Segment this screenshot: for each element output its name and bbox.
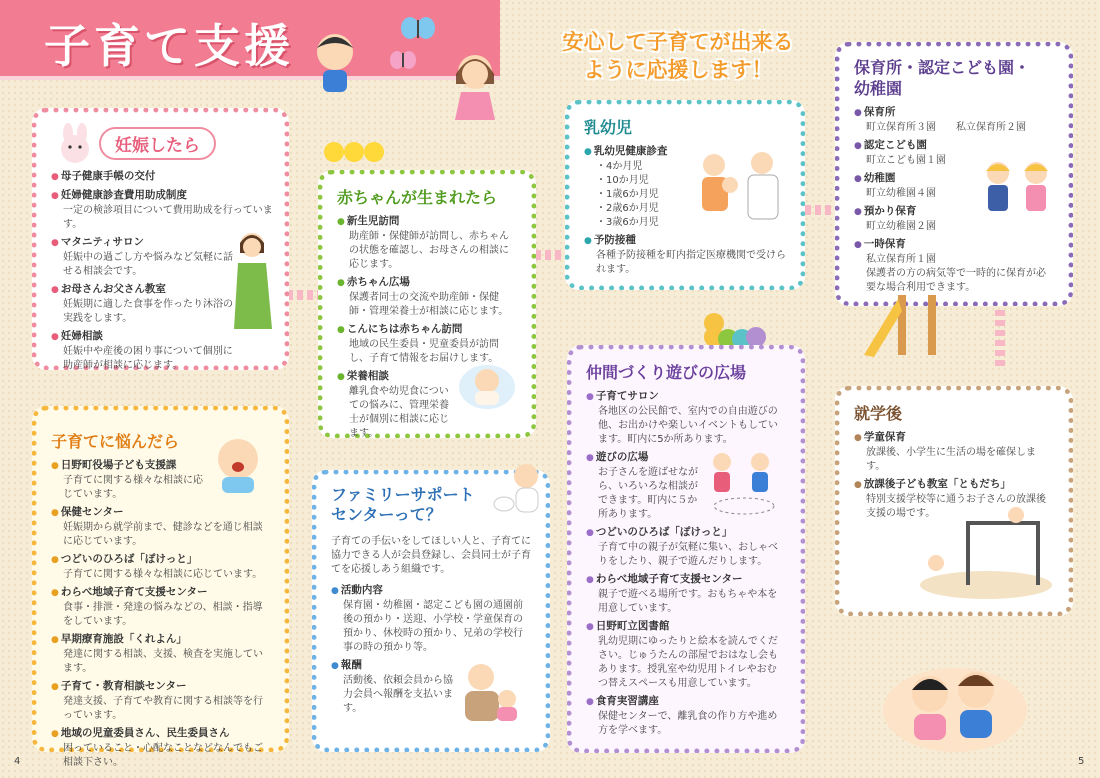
family-support-title-line-2: センターって？ xyxy=(331,505,442,524)
connector xyxy=(535,250,565,260)
pregnancy-header xyxy=(51,123,270,163)
list-item xyxy=(51,585,270,629)
item-desc: 町立こども園１園 xyxy=(866,155,946,166)
item-title: ● 日野町立図書館 xyxy=(586,619,786,635)
school-title: 就学後 xyxy=(854,404,903,423)
family-support-intro: 子育ての手伝いをしてほしい人と、子育てに協力できる人が会員登録し、会員同士が子育てを応援しあう組織です。 xyxy=(331,536,531,575)
list-item xyxy=(51,188,276,232)
item-desc: 保護者同士の交流や助産師・保健師・管理栄養士が相談に応じます。 xyxy=(349,292,509,317)
item-desc: 各種予防接種を町内指定医療機関で受けられます。 xyxy=(596,250,786,275)
item-title: ● 赤ちゃん広場 xyxy=(337,275,517,291)
kindergarten-kids-illustration xyxy=(978,155,1058,225)
item-title: ● 新生児訪問 xyxy=(337,214,517,230)
item-desc: お子さんを遊ばせながら、いろいろな相談ができます。町内に５か所あります。 xyxy=(598,467,698,520)
item-title: ● 預かり保育 xyxy=(854,204,1054,220)
list-item xyxy=(337,369,457,441)
butterfly-icon xyxy=(398,14,438,44)
item-desc: 子育てに関する様々な相談に応じています。 xyxy=(63,569,263,580)
chicks-icon xyxy=(322,132,386,168)
item-title: ● わらべ地域子育て支援センター xyxy=(51,585,270,601)
playground-bars-illustration xyxy=(916,501,1056,601)
item-title: ● 妊婦健康診査費用助成制度 xyxy=(51,188,276,204)
item-desc: 町立保育所３園 私立保育所２園 xyxy=(866,122,1026,133)
item-desc: 各地区の公民館で、室内での自由遊びの他、お出かけや楽しいイベントもしています。町内に5か所あります。 xyxy=(598,406,778,445)
item-desc: 発達に関する相談、支援、検査を実施しています。 xyxy=(63,649,263,674)
worries-title: 子育てに悩んだら xyxy=(51,432,180,451)
infant-box xyxy=(565,100,805,290)
item-title: ● 幼稚園 xyxy=(854,171,1054,187)
baby-born-title: 赤ちゃんが生まれたら xyxy=(337,188,498,207)
list-item xyxy=(337,214,517,272)
connector xyxy=(805,205,835,215)
list-item xyxy=(586,694,786,738)
pregnant-woman-illustration xyxy=(228,229,276,349)
list-item xyxy=(854,430,1054,474)
hopscotch-kids-illustration xyxy=(704,448,784,518)
item-title: ● 活動内容 xyxy=(331,583,531,599)
item-desc: 保健センターで、離乳食の作り方や進め方を学べます。 xyxy=(598,711,778,736)
item-desc: 私立保育所１園 保護者の方の病気等で一時的に保育が必要な場合利用できます。 xyxy=(866,254,1046,293)
list-item xyxy=(51,679,270,723)
item-desc: 特別支援学校等に通うお子さんの放課後支援の場です。 xyxy=(866,494,1046,519)
baby-duck-illustration xyxy=(492,460,546,520)
list-item xyxy=(51,552,270,582)
item-title: ● お母さんお父さん教室 xyxy=(51,282,241,298)
item-desc: 妊娠期から就学前まで、健診などを通じ相談に応じています。 xyxy=(63,522,263,547)
item-title: ● こんにちは赤ちゃん訪問 xyxy=(337,322,517,338)
list-item xyxy=(51,329,241,373)
item-desc: 地域の民生委員・児童委員が訪問し、子育て情報をお届けします。 xyxy=(349,339,499,364)
item-desc: 妊娠中の過ごし方や悩みなど気軽に話せる相談会です。 xyxy=(63,252,233,277)
nursery-title-line-1: 保育所・認定こども園・ xyxy=(854,58,1031,77)
item-title: ● 母子健康手帳の交付 xyxy=(51,169,241,185)
nursery-box xyxy=(835,42,1073,306)
pregnancy-list xyxy=(51,169,273,373)
pregnancy-box xyxy=(32,108,289,370)
list-item xyxy=(51,726,270,770)
slogan-line-1: 安心して子育てが出来る xyxy=(562,30,794,54)
connector xyxy=(995,310,1005,370)
nursery-title-line-2: 幼稚園 xyxy=(854,79,903,98)
slogan-line-2: ように応援します！ xyxy=(583,58,773,82)
list-item xyxy=(331,583,531,655)
item-title: ● 保育所 xyxy=(854,105,1054,121)
item-desc: ・4か月児 ・10か月児 ・1歳6か月児 ・2歳6か月児 ・3歳6か月児 xyxy=(596,161,659,228)
school-box xyxy=(835,386,1073,616)
item-title: ● マタニティサロン xyxy=(51,235,241,251)
list-item xyxy=(586,572,786,616)
item-title: ● 日野町役場子ども支援課 xyxy=(51,458,211,474)
list-item xyxy=(586,450,706,522)
baby-born-box xyxy=(318,170,536,438)
item-title: ● わらべ地域子育て支援センター xyxy=(586,572,786,588)
list-item xyxy=(586,525,786,569)
item-title: ● 妊婦相談 xyxy=(51,329,241,345)
item-title: ● 乳幼児健康診査 xyxy=(584,144,786,160)
item-title: ● 保健センター xyxy=(51,505,270,521)
item-title: ● 食育実習講座 xyxy=(586,694,786,710)
item-desc: 町立幼稚園２園 xyxy=(866,221,936,232)
grandparent-child-illustration xyxy=(451,659,531,729)
list-item xyxy=(337,275,517,319)
list-item xyxy=(586,389,786,447)
item-desc: 困っていること・心配なことなどなんでもご相談下さい。 xyxy=(63,743,263,768)
list-item xyxy=(51,235,241,279)
item-desc: 発達支援、子育てや教育に関する相談等を行っています。 xyxy=(63,696,263,721)
page-title: 子育て支援 xyxy=(44,19,294,73)
playground-box xyxy=(567,345,805,753)
playground-title: 仲間づくり遊びの広場 xyxy=(586,363,747,382)
item-title: ● つどいのひろば「ぽけっと」 xyxy=(586,525,786,541)
page-number-right: 5 xyxy=(1078,756,1085,767)
list-item xyxy=(51,505,270,549)
doctor-checkup-illustration xyxy=(688,145,788,237)
item-title: ● 認定こども園 xyxy=(854,138,1054,154)
item-title: ● 報酬 xyxy=(331,658,461,674)
infant-title: 乳幼児 xyxy=(584,118,633,137)
list-item xyxy=(331,658,461,716)
family-support-title-line-1: ファミリーサポート xyxy=(331,485,475,504)
item-desc: 保育園・幼稚園・認定こども園の通園前後の預かり・送迎、小学校・学童保育の預かり、休校時の預かり、兄弟の学校行事の時の預かり等。 xyxy=(343,600,523,653)
nursery-title xyxy=(854,57,1054,99)
item-desc: 放課後、小学生に生活の場を確保します。 xyxy=(866,447,1036,472)
item-desc: 離乳食や幼児食についての悩みに、管理栄養士が個別に相談に応じます。 xyxy=(349,386,449,439)
crying-baby-illustration xyxy=(206,431,270,495)
list-item xyxy=(51,632,270,676)
happy-kids-illustration xyxy=(880,650,1030,755)
item-title: ● 早期療育施設「くれよん」 xyxy=(51,632,270,648)
girl-illustration xyxy=(445,50,505,135)
item-title: ● 遊びの広場 xyxy=(586,450,706,466)
butterfly-icon xyxy=(388,48,418,72)
item-title: ● 子育てサロン xyxy=(586,389,786,405)
item-title: ● 予防接種 xyxy=(584,233,786,249)
item-title: ● 地域の児童委員さん、民生委員さん xyxy=(51,726,270,742)
item-desc: 活動後、依頼会員から協力会員へ報酬を支払います。 xyxy=(343,675,453,714)
page-number-left: 4 xyxy=(14,756,21,767)
item-title: ● 子育て・教育相談センター xyxy=(51,679,270,695)
item-desc: 親子で遊べる場所です。おもちゃや本を用意しています。 xyxy=(598,589,778,614)
list-item xyxy=(854,105,1054,135)
rabbit-icon xyxy=(51,123,99,163)
item-title: ● 一時保育 xyxy=(854,237,1054,253)
list-item xyxy=(51,282,241,326)
list-item xyxy=(51,169,241,185)
item-desc: 食事・排泄・発達の悩みなどの、相談・指導をしています。 xyxy=(63,602,263,627)
list-item xyxy=(584,233,786,277)
pregnancy-title: 妊娠したら xyxy=(99,127,216,160)
item-desc: 助産師・保健師が訪問し、赤ちゃんの状態を確認し、お母さんの相談に応じます。 xyxy=(349,231,509,270)
baby-illustration xyxy=(457,357,517,411)
slide-illustration xyxy=(858,285,958,365)
worries-box xyxy=(32,406,289,768)
item-desc: 乳幼児期にゆったりと絵本を読んでください。じゅうたんの部屋でおはなし会もあります。授乳室や幼児用トイレやおむつ替えスペースも用意しています。 xyxy=(598,636,778,689)
item-desc: 妊娠期に適した食事を作ったり沐浴の実践をします。 xyxy=(63,299,233,324)
list-item xyxy=(51,458,211,502)
item-title: ● 学童保育 xyxy=(854,430,1054,446)
item-title: ● 栄養相談 xyxy=(337,369,457,385)
item-title: ● つどいのひろば「ぽけっと」 xyxy=(51,552,270,568)
list-item xyxy=(586,619,786,691)
item-desc: 子育てに関する様々な相談に応じています。 xyxy=(63,475,203,500)
boy-illustration xyxy=(305,30,365,100)
item-desc: 一定の検診項目について費用助成を行っています。 xyxy=(63,205,273,230)
connector xyxy=(287,290,319,300)
item-desc: 子育て中の親子が気軽に集い、おしゃべりをしたり、親子で遊んだりします。 xyxy=(598,542,778,567)
item-desc: 妊娠中や産後の困り事について個別に助産師が相談に応じます。 xyxy=(63,346,233,371)
item-title: ● 放課後子ども教室「ともだち」 xyxy=(854,477,1054,493)
slogan xyxy=(548,28,808,84)
item-desc: 町立幼稚園４園 xyxy=(866,188,936,199)
